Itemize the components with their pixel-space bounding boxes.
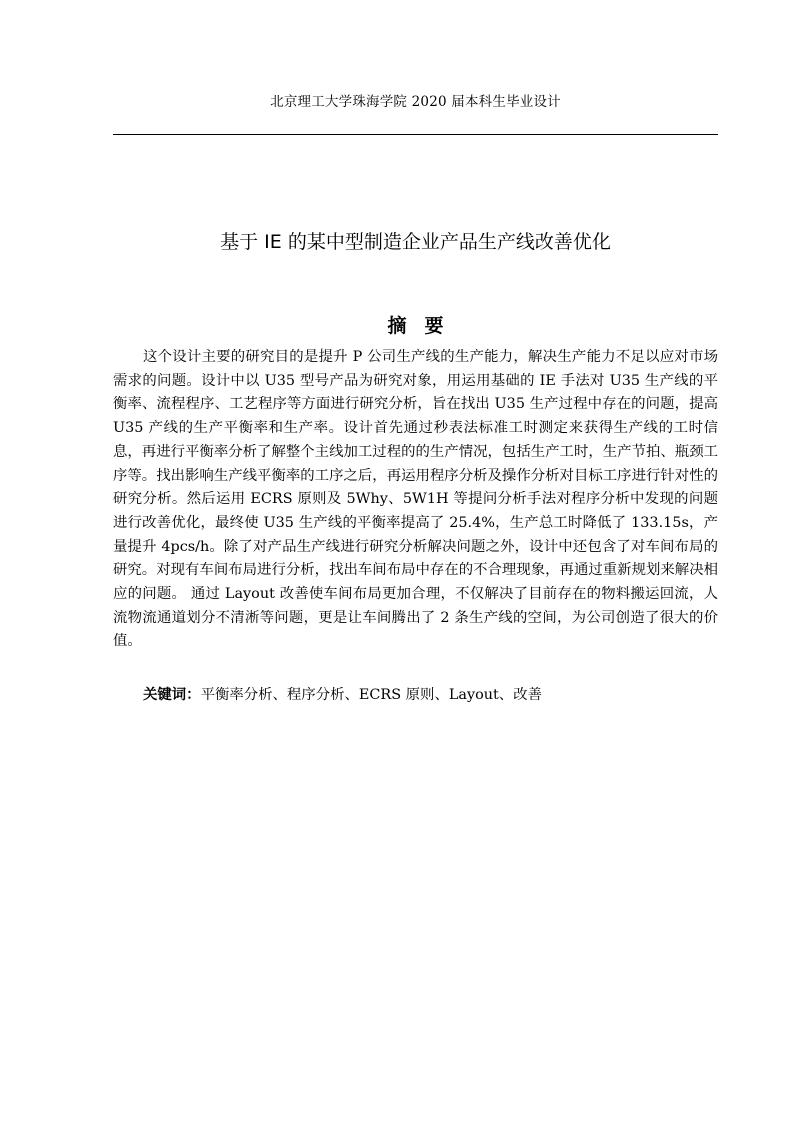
keywords-value: 平衡率分析、程序分析、ECRS 原则、Layout、改善 — [200, 687, 542, 703]
running-header: 北京理工大学珠海学院 2020 届本科生毕业设计 — [270, 94, 561, 110]
abstract-heading: 摘要 — [387, 315, 462, 337]
abstract-body: 这个设计主要的研究目的是提升 P 公司生产线的生产能力，解决生产能力不足以应对市场需求的问题。设计中以 U35 型号产品为研究对象，用运用基础的 IE 手法对 U35 生产线的平衡率、流程程序、工艺程序等方面进行研究分析，旨在找出 U35 生产过程中存在的问题，提高 U35 产线的生产平衡率和生产率。设计首先通过秒表法标准工时测定来获得生产线的工时信息，再进行平衡率分析了解整个主线加工过程的的生产情况，包括生产工时，生产节拍、瓶颈工序等。找出影响生产线平衡率的工序之后，再运用程序分析及操作分析对目标工序进行针对性的研究分析。然后运用 ECRS 原则及 5Why、5W1H 等提问分析手法对程序分析中发现的问题进行改善优化，最终使 U35 生产线的平衡率提高了 25.4%，生产总工时降低了 133.15s，产量提升 4pcs/h。除了对产品生产线进行研究分析解决问题之外，设计中还包含了对车间布局的研究。对现有车间布局进行分析，找出车间布局中存在的不合理现象，再通过重新规划来解决相应的问题。 通过 Layout 改善使车间布局更加合理，不仅解决了目前存在的物料搬运回流，人流物流通道划分不清淅等问题，更是让车间腾出了 2 条生产线的空间，为公司创造了很大的价值。 — [113, 349, 718, 650]
keywords-label: 关键词： — [143, 687, 201, 703]
keywords-line — [143, 684, 718, 708]
thesis-title: 基于 IE 的某中型制造企业产品生产线改善优化 — [220, 231, 611, 253]
header-divider — [113, 134, 718, 135]
